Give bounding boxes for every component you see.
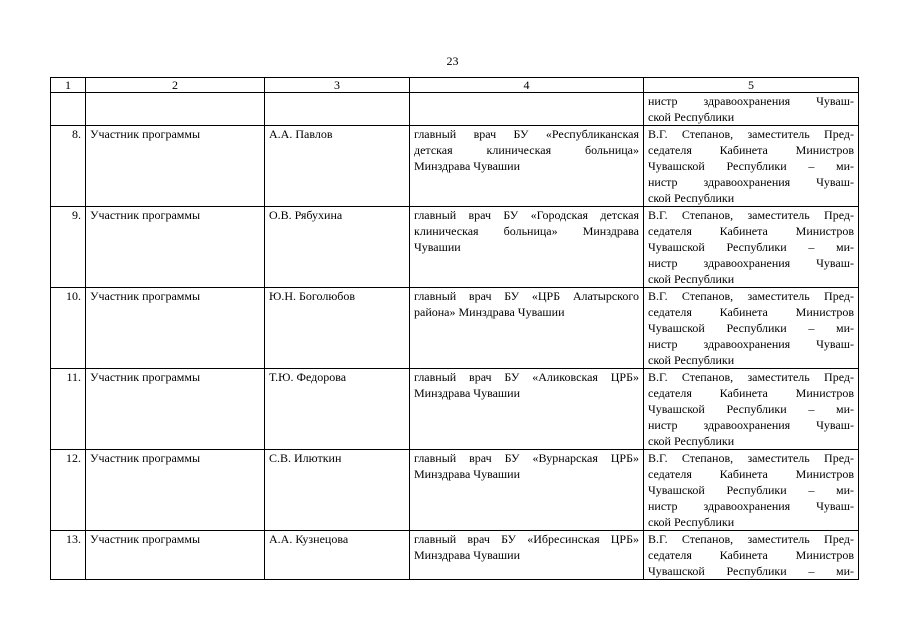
table-row (51, 126, 859, 207)
table-body (51, 78, 859, 580)
position-line: главный врач БУ «Республиканская (414, 127, 639, 141)
table-header-row (51, 78, 859, 93)
position-line: Чувашии (414, 240, 461, 254)
responsible-line: нистр здравоохранения Чуваш- (648, 256, 854, 270)
responsible-line: Чувашской Республики – ми- (648, 321, 854, 335)
position-line: главный врач БУ «ЦРБ Алатырского (414, 289, 639, 303)
responsible-line: ской Республики (648, 515, 735, 529)
responsible-line: Чувашской Республики – ми- (648, 240, 854, 254)
responsible-cell (644, 531, 859, 580)
position-line: Минздрава Чувашии (414, 467, 521, 481)
responsible-line: ской Республики (648, 434, 735, 448)
column-header-1: 1 (51, 78, 86, 93)
role-cell: Участник программы (86, 531, 265, 580)
position-line: главный врач БУ «Вурнарская ЦРБ» (414, 451, 639, 465)
role-cell: Участник программы (86, 207, 265, 288)
responsible-line: нистр здравоохранения Чуваш- (648, 337, 854, 351)
program-participants-table (50, 77, 859, 580)
position-line: Минздрава Чувашии (414, 386, 521, 400)
responsible-line: В.Г. Степанов, заместитель Пред- (648, 451, 854, 465)
continuation-name-cell (265, 93, 410, 126)
row-number-cell: 12. (51, 450, 86, 531)
table-row (51, 288, 859, 369)
responsible-cell (644, 369, 859, 450)
responsible-line: ской Республики (648, 272, 735, 286)
person-name-cell: О.В. Рябухина (265, 207, 410, 288)
position-cell (410, 531, 644, 580)
row-number-cell: 13. (51, 531, 86, 580)
responsible-line: седателя Кабинета Министров (648, 467, 854, 481)
responsible-line: седателя Кабинета Министров (648, 305, 854, 319)
position-cell (410, 126, 644, 207)
table-row (51, 207, 859, 288)
position-cell (410, 369, 644, 450)
responsible-line: В.Г. Степанов, заместитель Пред- (648, 127, 854, 141)
responsible-line: нистр здравоохранения Чуваш- (648, 175, 854, 189)
continuation-role-cell (86, 93, 265, 126)
responsible-line: нистр здравоохранения Чуваш- (648, 418, 854, 432)
table-row (51, 450, 859, 531)
responsible-line: Чувашской Республики – ми- (648, 159, 854, 173)
position-cell (410, 450, 644, 531)
continuation-responsible-cell (644, 93, 859, 126)
responsible-line: седателя Кабинета Министров (648, 143, 854, 157)
role-cell: Участник программы (86, 288, 265, 369)
page-number: 23 (446, 54, 459, 68)
responsible-line: В.Г. Степанов, заместитель Пред- (648, 532, 854, 546)
role-cell: Участник программы (86, 450, 265, 531)
responsible-cell (644, 288, 859, 369)
continuation-row (51, 93, 859, 126)
responsible-line: Чувашской Республики – ми- (648, 483, 854, 497)
responsible-line: Чувашской Республики – ми- (648, 402, 854, 416)
table-row (51, 369, 859, 450)
responsible-cell (644, 126, 859, 207)
responsible-line: седателя Кабинета Министров (648, 386, 854, 400)
continuation-line: ской Республики (648, 110, 735, 124)
column-header-4: 4 (410, 78, 644, 93)
position-line: детская клиническая больница» (414, 143, 639, 157)
responsible-cell (644, 207, 859, 288)
responsible-line: ской Республики (648, 191, 735, 205)
role-cell: Участник программы (86, 126, 265, 207)
row-number-cell: 10. (51, 288, 86, 369)
responsible-line: Чувашской Республики – ми- (648, 564, 854, 578)
person-name-cell: С.В. Илюткин (265, 450, 410, 531)
responsible-line: В.Г. Степанов, заместитель Пред- (648, 370, 854, 384)
responsible-line: ской Республики (648, 353, 735, 367)
position-line: клиническая больница» Минздрава (414, 224, 639, 238)
responsible-line: В.Г. Степанов, заместитель Пред- (648, 289, 854, 303)
person-name-cell: Т.Ю. Федорова (265, 369, 410, 450)
position-line: главный врач БУ «Аликовская ЦРБ» (414, 370, 639, 384)
responsible-line: нистр здравоохранения Чуваш- (648, 499, 854, 513)
responsible-line: седателя Кабинета Министров (648, 548, 854, 562)
row-number-cell: 11. (51, 369, 86, 450)
position-cell (410, 288, 644, 369)
column-header-3: 3 (265, 78, 410, 93)
responsible-line: седателя Кабинета Министров (648, 224, 854, 238)
position-line: Минздрава Чувашии (414, 548, 521, 562)
continuation-line: нистр здравоохранения Чуваш- (648, 94, 854, 108)
continuation-num-cell (51, 93, 86, 126)
person-name-cell: А.А. Кузнецова (265, 531, 410, 580)
responsible-line: В.Г. Степанов, заместитель Пред- (648, 208, 854, 222)
column-header-5: 5 (644, 78, 859, 93)
responsible-cell (644, 450, 859, 531)
position-cell (410, 207, 644, 288)
row-number-cell: 9. (51, 207, 86, 288)
position-line: района» Минздрава Чувашии (414, 305, 565, 319)
continuation-position-cell (410, 93, 644, 126)
person-name-cell: Ю.Н. Боголюбов (265, 288, 410, 369)
column-header-2: 2 (86, 78, 265, 93)
position-line: главный врач БУ «Ибресинская ЦРБ» (414, 532, 639, 546)
table-row (51, 531, 859, 580)
role-cell: Участник программы (86, 369, 265, 450)
row-number-cell: 8. (51, 126, 86, 207)
position-line: главный врач БУ «Городская детская (414, 208, 639, 222)
position-line: Минздрава Чувашии (414, 159, 521, 173)
person-name-cell: А.А. Павлов (265, 126, 410, 207)
